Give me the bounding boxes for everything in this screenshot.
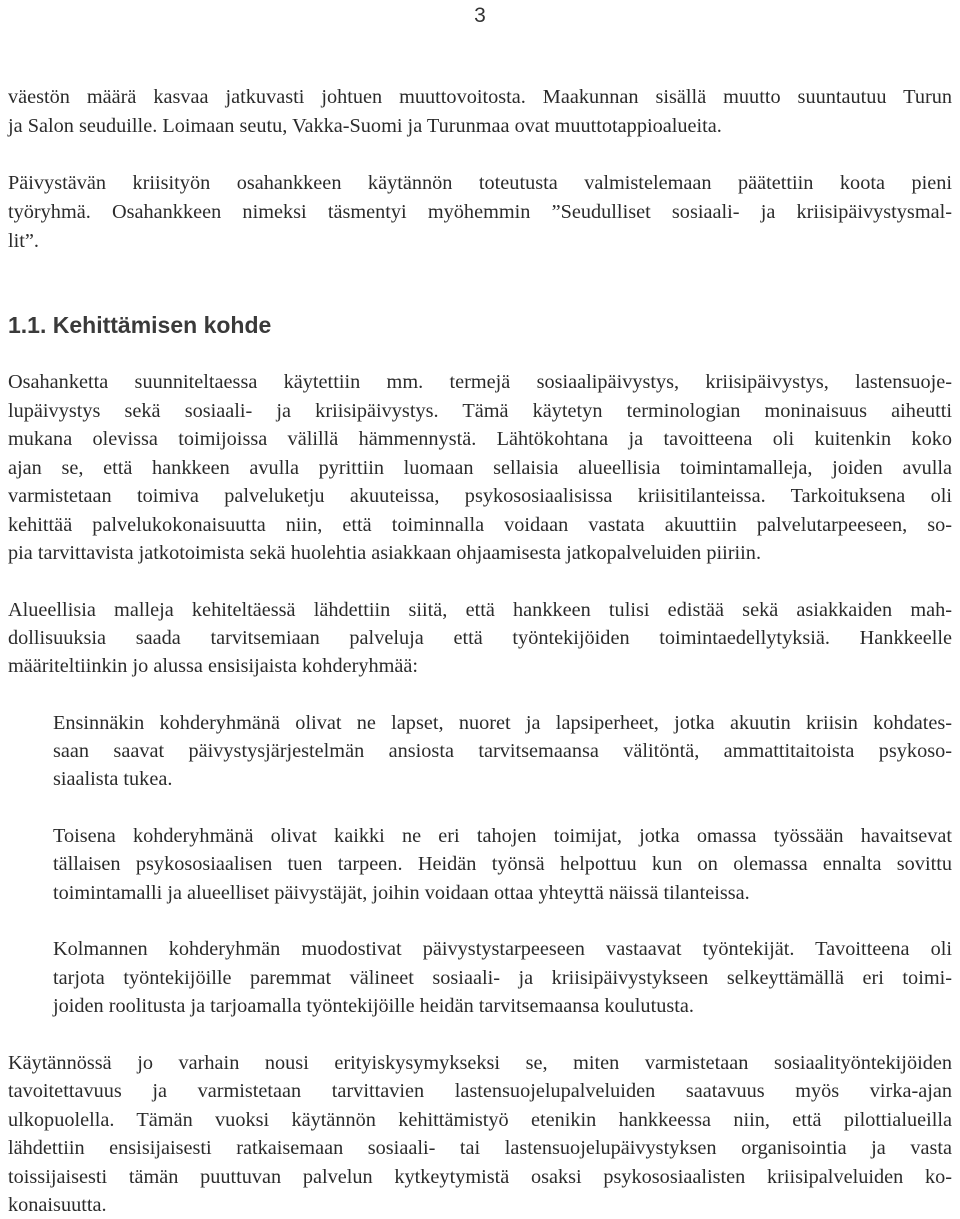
target-group-3-line-1: Kolmannen kohderyhmän muodostivat päivystystarpeeseen vastaavat työntekijät. Tavoitteena oli xyxy=(53,938,952,960)
paragraph-5-line-3: ulkopuolella. Tämän vuoksi käytännön kehittämistyö etenikin hankkeessa niin, että pilottialueilla xyxy=(8,1109,952,1131)
paragraph-4-line-2: dollisuuksia saada tarvitsemiaan palveluja että työntekijöiden toimintaedellytyksiä. Hankkeelle xyxy=(8,627,952,649)
paragraph-4-line-1: Alueellisia malleja kehiteltäessä lähdettiin siitä, että hankkeen tulisi edistää sekä asiakkaiden mah- xyxy=(8,599,952,621)
target-group-2-line-3: toimintamalli ja alueelliset päivystäjät, joihin voidaan ottaa yhteyttä näissä tilanteissa. xyxy=(53,882,750,904)
paragraph-3-line-4: ajan se, että hankkeen avulla pyrittiin luomaan sellaisia alueellisia toimintamalleja, joiden avulla xyxy=(8,457,952,479)
target-group-2-line-2: tällaisen psykososiaalisen tuen tarpeen. Heidän työnsä helpottuu kun on olemassa ennalta sovittu xyxy=(53,853,952,875)
target-group-1-line-3: siaalista tukea. xyxy=(53,768,173,790)
paragraph-3-line-1: Osahanketta suunniteltaessa käytettiin mm. termejä sosiaalipäivystys, kriisipäivystys, lastensuoje- xyxy=(8,371,952,393)
paragraph-3-line-7: pia tarvittavista jatkotoimista sekä huolehtia asiakkaan ohjaamisesta jatkopalveluiden piiriin. xyxy=(8,542,762,564)
paragraph-3-line-6: kehittää palvelukokonaisuutta niin, että toiminnalla voidaan vastata akuuttiin palvelutarpeeseen, so- xyxy=(8,514,952,536)
paragraph-5-line-4: lähdettiin ensisijaisesti ratkaisemaan sosiaali- tai lastensuojelupäivystyksen organisointia ja vasta xyxy=(8,1137,952,1159)
target-group-3-line-3: joiden roolitusta ja tarjoamalla työntekijöille heidän tarvitsemaansa koulutusta. xyxy=(53,995,694,1017)
paragraph-1-line-2: ja Salon seuduille. Loimaan seutu, Vakka-Suomi ja Turunmaa ovat muuttotappioalueita. xyxy=(8,115,722,137)
target-group-1-line-2: saan saavat päivystysjärjestelmän ansiosta tarvitsemaansa välitöntä, ammattitaitoista psykoso- xyxy=(53,740,952,762)
paragraph-3-line-5: varmistetaan toimiva palveluketju akuuteissa, psykososiaalisissa kriisitilanteissa. Tarkoituksena oli xyxy=(8,485,952,507)
paragraph-4-line-3: määriteltiinkin jo alussa ensisijaista kohderyhmää: xyxy=(8,655,419,677)
target-group-2-line-1: Toisena kohderyhmänä olivat kaikki ne eri tahojen toimijat, jotka omassa työssään havaitsevat xyxy=(53,825,952,847)
paragraph-5-line-2: tavoitettavuus ja varmistetaan tarvittavien lastensuojelupalveluiden saatavuus myös virka-ajan xyxy=(8,1080,952,1102)
target-group-1-line-1: Ensinnäkin kohderyhmänä olivat ne lapset, nuoret ja lapsiperheet, jotka akuutin kriisin kohdates- xyxy=(53,712,952,734)
section-heading: 1.1. Kehittämisen kohde xyxy=(8,312,272,338)
paragraph-3-line-2: lupäivystys sekä sosiaali- ja kriisipäivystys. Tämä käytetyn terminologian moninaisuus aiheutti xyxy=(8,400,952,422)
paragraph-5-line-6: konaisuutta. xyxy=(8,1194,107,1216)
paragraph-5-line-1: Käytännössä jo varhain nousi erityiskysymykseksi se, miten varmistetaan sosiaalityöntekijöiden xyxy=(8,1052,952,1074)
paragraph-5-line-5: toissijaisesti tämän puuttuvan palvelun kytkeytymistä osaksi psykososiaalisten kriisipalveluiden ko- xyxy=(8,1166,952,1188)
paragraph-1-line-1: väestön määrä kasvaa jatkuvasti johtuen muuttovoitosta. Maakunnan sisällä muutto suuntautuu Turun xyxy=(8,86,952,108)
page-number: 3 xyxy=(474,4,486,27)
paragraph-2-line-1: Päivystävän kriisityön osahankkeen käytännön toteutusta valmistelemaan päätettiin koota pieni xyxy=(8,172,952,194)
target-group-3-line-2: tarjota työntekijöille paremmat välineet sosiaali- ja kriisipäivystykseen selkeyttämällä eri toimi- xyxy=(53,967,952,989)
paragraph-2-line-2: työryhmä. Osahankkeen nimeksi täsmentyi myöhemmin ”Seudulliset sosiaali- ja kriisipäivystysmal- xyxy=(8,201,952,223)
paragraph-3-line-3: mukana olevissa toimijoissa välillä hämmennystä. Lähtökohtana ja tavoitteena oli kuitenkin koko xyxy=(8,428,952,450)
paragraph-2-line-3: lit”. xyxy=(8,230,39,252)
